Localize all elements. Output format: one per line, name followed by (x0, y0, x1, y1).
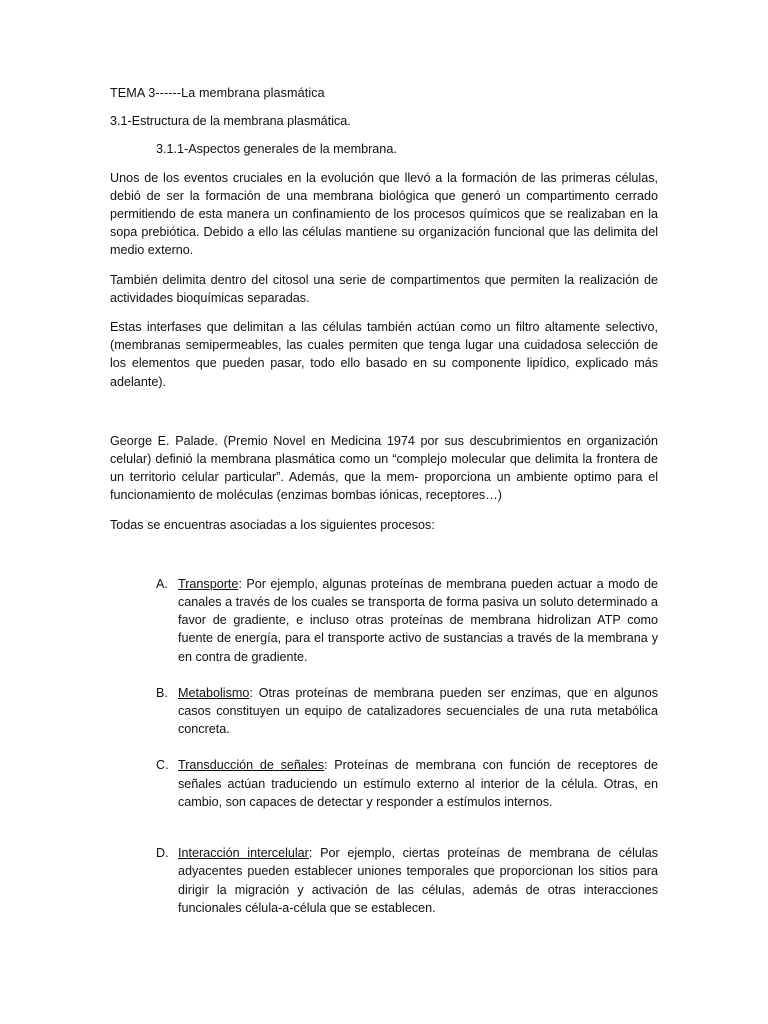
list-text: : Por ejemplo, algunas proteínas de membrana pueden actuar a modo de canales a través de los cuales se transporta de forma pasiva un soluto determinado a favor de gradiente, e incluso otras proteínas de membrana hidrolizan ATP como fuente de energía, para el transporte activo de sustancias a través de la membrana y en contra de gradiente. (178, 576, 658, 664)
list-letter: A. (156, 576, 168, 591)
paragraph-interfaces: Estas interfases que delimitan a las células también actúan como un filtro altamente selectivo, (membranas semipermeables, las cuales permiten que tenga lugar una cuidadosa selección de los elementos que pueden pasar, todo ello basado en su componente lipídico, explicado más adelante). (110, 320, 658, 389)
list-item-metabolismo (110, 684, 658, 739)
list-letter: D. (156, 846, 169, 861)
list-term: Metabolismo (178, 685, 250, 700)
list-letter: C. (156, 758, 169, 773)
list-term: Transducción de señales (178, 758, 325, 773)
process-list (110, 575, 658, 917)
list-term: Transporte (178, 576, 239, 591)
paragraph-evolution: Unos de los eventos cruciales en la evolución que llevó a la formación de las primeras células, debió de ser la formación de una membrana biológica que generó un compartimento cerrado permitiendo de esta manera un confinamiento de los procesos químicos que se realizaban en la sopa prebiótica. Debido a ello las células mantiene su organización funcional que las delimita del medio externo. (110, 170, 658, 258)
document-title: TEMA 3------La membrana plasmática (110, 86, 325, 100)
list-text: : Por ejemplo, ciertas proteínas de membrana de células adyacentes pueden establecer uniones temporales que proporcionan los sitios para dirigir la migración y activación de las células, además de otras interacciones funcionales célula-a-célula que se establecen. (178, 846, 658, 915)
list-spacer (110, 545, 658, 575)
list-text: : Otras proteínas de membrana pueden ser enzimas, que en algunos casos constituyen un equipo de catalizadores secuenciales de una ruta metabólica concreta. (178, 685, 658, 737)
paragraph-cytosol: También delimita dentro del citosol una serie de compartimentos que permiten la realización de actividades bioquímicas separadas. (110, 272, 658, 305)
section-heading: 3.1-Estructura de la membrana plasmática. (110, 114, 351, 129)
paragraph-processes-intro: Todas se encuentras asociadas a los siguientes procesos: (110, 517, 435, 532)
list-text: : Proteínas de membrana con función de receptores de señales actúan traduciendo un estímulo externo al interior de la célula. Otras, en cambio, son capaces de detectar y responder a estímulos internos. (178, 758, 658, 809)
list-item-interaccion (110, 844, 658, 917)
list-letter: B. (156, 685, 168, 700)
paragraph-spacer (110, 402, 658, 432)
list-item-transporte (110, 575, 658, 666)
paragraph-palade: George E. Palade. (Premio Novel en Medicina 1974 por sus descubrimientos en organización celular) definió la membrana plasmática como un “complejo molecular que delimita la frontera de un territorio celular particular”. Además, que la mem- proporciona un ambiente optimo para el funcionamiento de moléculas (enzimas bombas iónicas, receptores…) (110, 433, 658, 503)
document-page (110, 84, 658, 917)
subsection-heading: 3.1.1-Aspectos generales de la membrana. (156, 142, 397, 157)
list-term: Interacción intercelular (178, 846, 309, 861)
list-item-transduccion (110, 756, 658, 811)
